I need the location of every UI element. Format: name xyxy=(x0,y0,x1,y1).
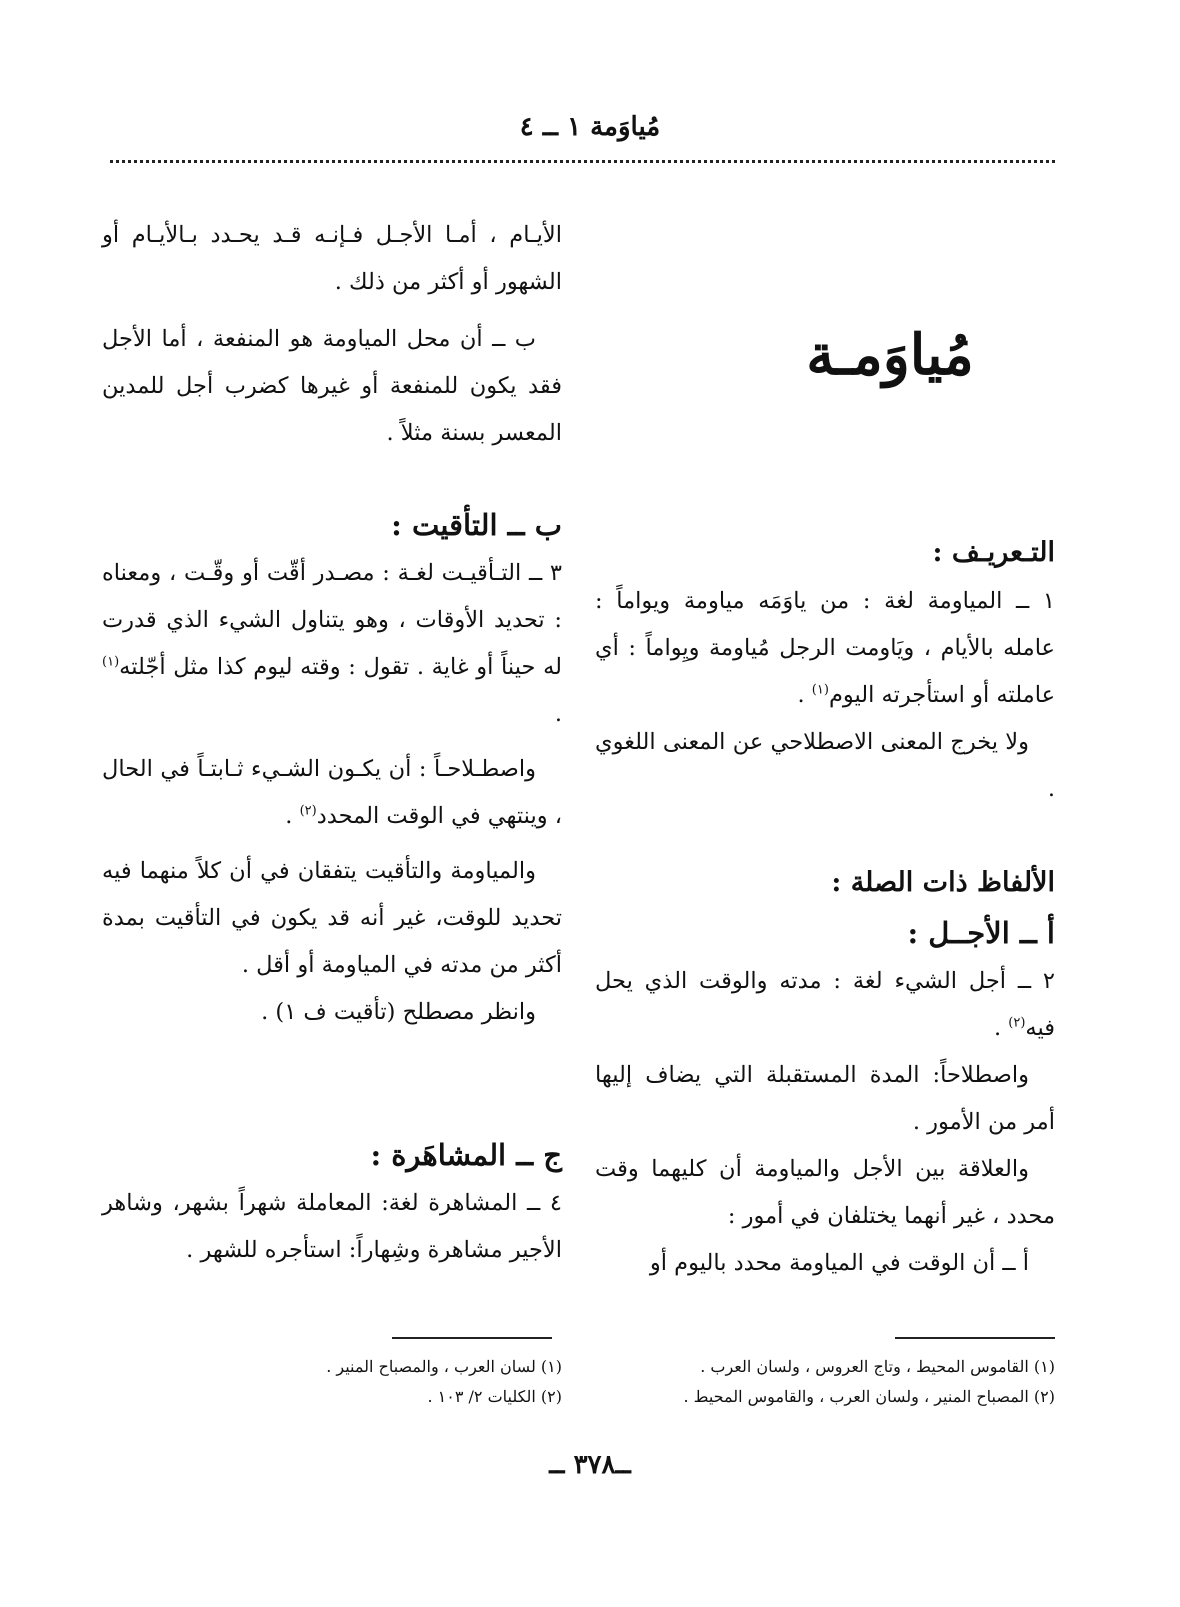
related-terms-section xyxy=(595,858,1055,1287)
paragraph: أ ــ أن الوقت في المياومة محدد باليوم أو xyxy=(649,1250,1029,1276)
header-dotted-rule xyxy=(110,160,1055,163)
left-column xyxy=(102,212,562,457)
paragraph: ١ ــ المياومة لغة : من ياوَمَه مياومة ويواماً : عامله بالأيام ، ويَاومت الرجل مُياومة ويِواماً : أي عاملته أو استأجرته اليوم$^{(١)}$ . xyxy=(595,588,1055,708)
footnote-ref: (١) xyxy=(102,654,120,670)
subheading-ajal: أ ــ الأجــل : xyxy=(907,916,1055,950)
page-number: ــ٣٧٨ ــ xyxy=(549,1450,631,1480)
footnote: (١) القاموس المحيط ، وتاج العروس ، ولسان العرب . xyxy=(700,1357,1055,1376)
footnote: (٢) المصباح المنير ، ولسان العرب ، والقاموس المحيط . xyxy=(683,1387,1055,1406)
paragraph: ب ــ أن محل المياومة هو المنفعة ، أما الأجل فقد يكون للمنفعة أو غيرها كضرب أجل للمدين المعسر بسنة مثلاً . xyxy=(102,326,562,446)
footnotes-right xyxy=(595,1352,1055,1412)
subheading-mushahara: ج ــ المشاهَرة : xyxy=(370,1138,562,1172)
paragraph: الأيـام ، أمـا الأجـل فـإنـه قـد يحـدد بـالأيـام أو الشهور أو أكثر من ذلك . xyxy=(102,222,562,295)
mushahara-section xyxy=(102,1130,562,1274)
paragraph: ولا يخرج المعنى الاصطلاحي عن المعنى اللغوي . xyxy=(595,729,1055,802)
footnote-rule-right xyxy=(895,1337,1055,1339)
paragraph: ٣ ــ التـأقيـت لغـة : مصـدر أقّت أو وقّـت ، ومعناه : تحديد الأوقات ، وهو يتناول الشيء الذي قدرت له حيناً أو غاية . تقول : وقته ليوم كذا مثل أجّلته$^{(١)}$ . xyxy=(102,560,562,727)
paragraph: واصطـلاحـاً : أن يكـون الشـيء ثـابتـاً في الحال ، وينتهي في الوقت المحدد$^{(٢)}$ . xyxy=(102,756,562,829)
paragraph: ٤ ــ المشاهرة لغة: المعاملة شهراً بشهر، وشاهر الأجير مشاهرة وشِهاراً: استأجره للشهر . xyxy=(102,1190,562,1263)
definition-heading: التـعريـف : xyxy=(932,537,1055,568)
footnote-rule-left xyxy=(392,1337,552,1339)
footnote: (١) لسان العرب ، والمصباح المنير . xyxy=(326,1357,562,1376)
footnote-ref: (١) xyxy=(811,682,829,698)
subheading-tawqit: ب ــ التأقيت : xyxy=(391,508,562,542)
running-head: مُياوَمة ١ ــ ٤ xyxy=(519,112,661,142)
entry-title: مُياوَمـة xyxy=(806,322,974,388)
related-terms-heading: الألفاظ ذات الصلة : xyxy=(831,867,1055,898)
tawqit-section xyxy=(102,500,562,1036)
right-column xyxy=(595,528,1055,813)
paragraph: وانظر مصطلح (تأقيت ف ١) . xyxy=(261,999,536,1025)
footnote: (٢) الكليات ٢/ ١٠٣ . xyxy=(427,1387,562,1406)
paragraph: والمياومة والتأقيت يتفقان في أن كلاً منهما فيه تحديد للوقت، غير أنه قد يكون في التأقيت بمدة أكثر من مدته في المياومة أو أقل . xyxy=(102,858,562,978)
paragraph: واصطلاحاً: المدة المستقبلة التي يضاف إليها أمر من الأمور . xyxy=(595,1062,1055,1135)
footnote-ref: (٢) xyxy=(299,803,317,819)
footnotes-left xyxy=(102,1352,562,1412)
paragraph: والعلاقة بين الأجل والمياومة أن كليهما وقت محدد ، غير أنهما يختلفان في أمور : xyxy=(595,1156,1055,1229)
footnote-ref: (٢) xyxy=(1008,1015,1026,1031)
paragraph: ٢ ــ أجل الشيء لغة : مدته والوقت الذي يحل فيه$^{(٢)}$ . xyxy=(595,968,1055,1041)
